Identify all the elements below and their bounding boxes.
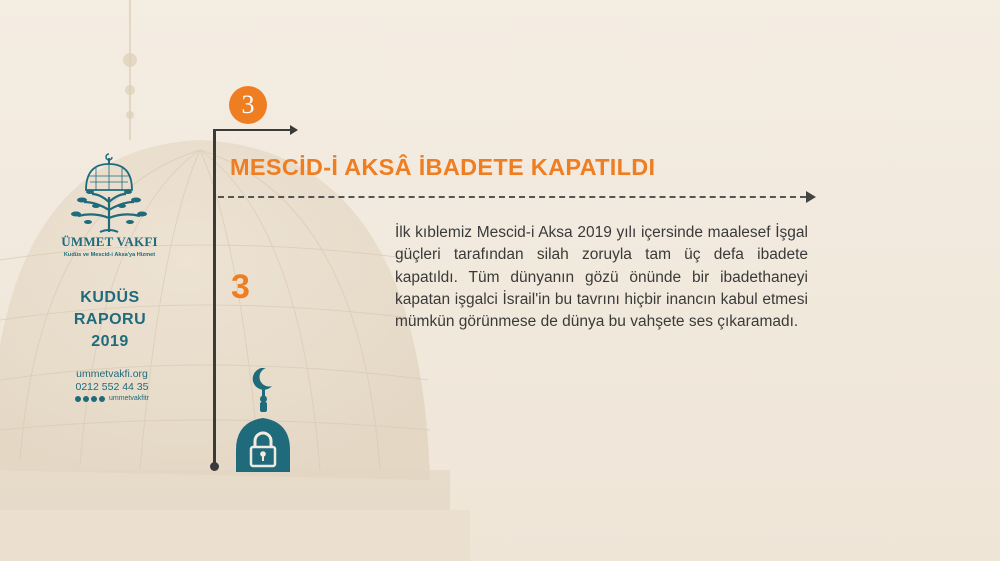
organization-name: ÜMMET VAKFI xyxy=(61,234,158,249)
report-title xyxy=(58,287,162,353)
social-links xyxy=(64,395,160,402)
phone-number: 0212 552 44 35 xyxy=(75,381,149,393)
youtube-icon[interactable] xyxy=(99,396,105,402)
organization-subtitle: Kudüs ve Mescid-i Aksa'ya Hizmet xyxy=(63,252,156,258)
dashed-divider xyxy=(218,196,806,198)
dashed-divider-arrow-head xyxy=(806,191,816,203)
locked-mosque-icon xyxy=(232,368,294,476)
social-handle: ummetvakfitr xyxy=(108,395,150,402)
item-number-badge: 3 xyxy=(229,86,267,124)
timeline-end-dot xyxy=(210,462,219,471)
contact-info xyxy=(64,368,160,394)
report-line-2: RAPORU xyxy=(73,311,147,328)
website-link[interactable]: ummetvakfi.org xyxy=(76,368,148,380)
item-title: MESCİD-İ AKSÂ İBADETE KAPATILDI xyxy=(230,154,656,180)
timeline-arrow xyxy=(213,129,293,131)
report-year: 2019 xyxy=(91,333,129,350)
twitter-icon[interactable] xyxy=(83,396,89,402)
statistic-number: 3 xyxy=(231,268,250,306)
report-line-1: KUDÜS xyxy=(80,289,140,306)
timeline-arrow-head xyxy=(290,125,298,135)
item-description: İlk kıblemiz Mescid-i Aksa 2019 yılı içersinde maalesef İşgal güçleri tarafından silah zoruyla tam üç defa ibadete kapatıldı. Tüm dünyanın gözü önünde bir ibadethaneyi kapatan işgalci İsrail'in bu tavrını hiçbir inancın kabul etmesi mümkün görünmese de dünya bu vahşete ses çıkaramadı. xyxy=(395,224,808,331)
facebook-icon[interactable] xyxy=(75,396,81,402)
timeline-vertical-line xyxy=(213,130,216,468)
instagram-icon[interactable] xyxy=(91,396,97,402)
